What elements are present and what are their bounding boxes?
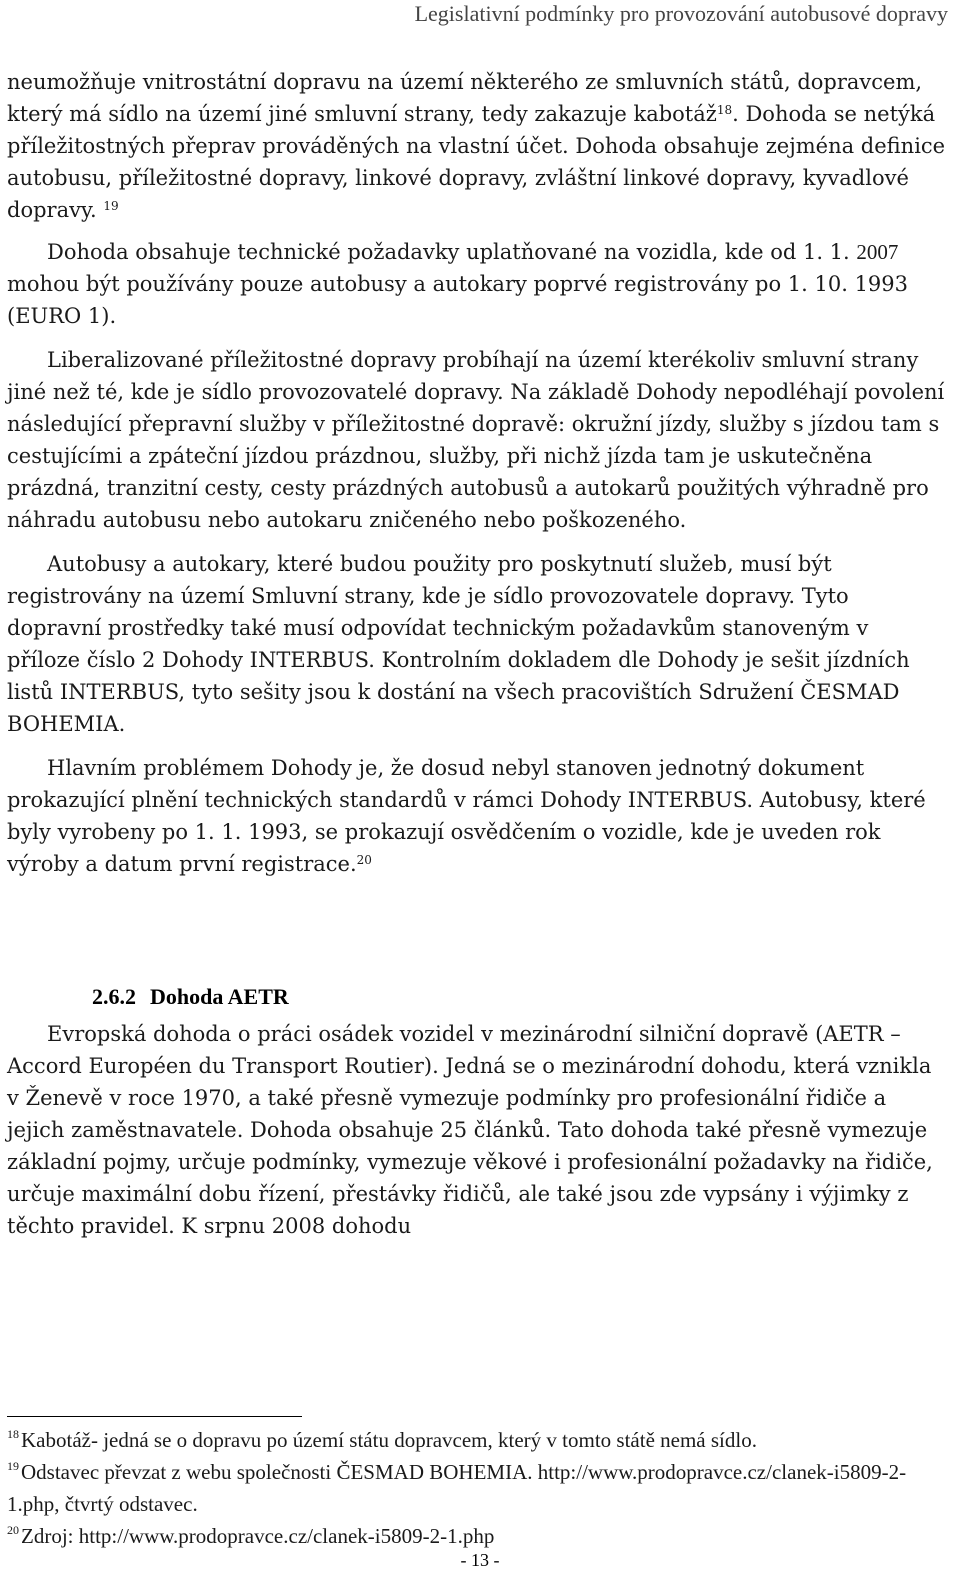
paragraph-bus-registration: Autobusy a autokary, které budou použity pro poskytnutí služeb, musí být registrovány na území Smluvní strany, kde je sídlo provozovatele dopravy. Tyto dopravní prostředky také musí odpovídat technickým požadavkům stanoveným v příloze číslo 2 Dohody INTERBUS. Kontrolním dokladem dle Dohody je sešit jízdních listů INTERBUS, tyto sešity jsou k dostání na všech pracovištích Sdružení ČESMAD BOHEMIA.	[7, 552, 910, 736]
page-body	[7, 66, 947, 1242]
footnote-ref-20[interactable]: 20	[356, 853, 372, 867]
footnote-18	[7, 1424, 907, 1456]
footnote-text: Zdroj: http://www.prodopravce.cz/clanek-i5809-2-1.php	[21, 1524, 495, 1548]
paragraph-text-cont: . Dohoda se netýká příležitostných přeprav prováděných na vlastní účet. Dohoda obsahuje zejména definice autobusu, příležitostné dopravy, linkové dopravy, zvláštní linkové dopravy, kyvadlové dopravy.	[7, 102, 946, 222]
footnote-text: Kabotáž- jedná se o dopravu po území státu dopravcem, který v tomto státě nemá sídlo.	[21, 1428, 757, 1452]
paragraph-text: Hlavním problémem Dohody je, že dosud nebyl stanoven jednotný dokument prokazující plnění technických standardů v rámci Dohody INTERBUS. Autobusy, které byly vyrobeny po 1. 1. 1993, se prokazují osvědčením o vozidle, kde je uveden rok výroby a datum první registrace.	[7, 756, 926, 876]
paragraph-text-cont: mohou být používány pouze autobusy a autokary poprvé registrovány po 1. 10. 1993 (EURO 1).	[7, 272, 909, 328]
section-title: Dohoda AETR	[150, 984, 289, 1009]
paragraph-liberalized-transport: Liberalizované příležitostné dopravy probíhají na území kterékoliv smluvní strany jiné než té, kde je sídlo provozovatelé dopravy. Na základě Dohody nepodléhají povolení následující přepravní služby v příležitostné dopravě: okružní jízdy, služby s jízdou tam s cestujícími a zpáteční jízdou prázdnou, služby, při nichž jízda tam je uskutečněna prázdná, tranzitní cesty, cesty prázdných autobusů a autokarů použitých výhradně pro náhradu autobusu nebo autokaru zničeného nebo poškozeného.	[7, 348, 945, 532]
footnote-19	[7, 1456, 907, 1520]
year-text: 2007	[856, 240, 899, 264]
footnote-number: 18	[7, 1427, 19, 1441]
footnote-number: 19	[7, 1459, 19, 1473]
paragraph-kabotaz	[7, 66, 947, 226]
running-header: Legislativní podmínky pro provozování autobusové dopravy	[414, 1, 948, 26]
section-heading	[7, 980, 947, 1014]
footnote-text: Odstavec převzat z webu společnosti ČESMAD BOHEMIA. http://www.prodopravce.cz/clanek-i5809-2-1.php, čtvrtý odstavec.	[7, 1460, 907, 1516]
footnotes	[7, 1424, 907, 1552]
paragraph-text: Dohoda obsahuje technické požadavky uplatňované na vozidla, kde od 1. 1.	[47, 240, 857, 264]
paragraph-aetr: Evropská dohoda o práci osádek vozidel v mezinárodní silniční dopravě (AETR – Accord Européen du Transport Routier). Jedná se o mezinárodní dohodu, která vznikla v Ženevě v roce 1970, a také přesně vymezuje podmínky pro profesionální řidiče a jejich zaměstnavatele. Dohoda obsahuje 25 článků. Tato dohoda také přesně vymezuje základní pojmy, určuje podmínky, vymezuje věkové i profesionální požadavky na řidiče, určuje maximální dobu řízení, přestávky řidičů, ale také jsou zde vypsány i výjimky z těchto pravidel. K srpnu 2008 dohodu	[7, 1022, 933, 1238]
paragraph-main-problem	[7, 752, 947, 880]
footnote-ref-18[interactable]: 18	[716, 103, 733, 117]
page-number: - 13 -	[460, 1550, 500, 1570]
footnote-divider	[7, 1416, 302, 1417]
section-number: 2.6.2	[92, 984, 136, 1009]
paragraph-technical-requirements	[7, 236, 947, 332]
paragraph-text: neumožňuje vnitrostátní dopravu na území některého ze smluvních států, dopravcem, který má sídlo na území jiné smluvní strany, tedy zakazuje kabotáž	[7, 70, 923, 126]
footnote-number: 20	[7, 1523, 19, 1537]
footnote-ref-19[interactable]: 19	[103, 199, 119, 213]
